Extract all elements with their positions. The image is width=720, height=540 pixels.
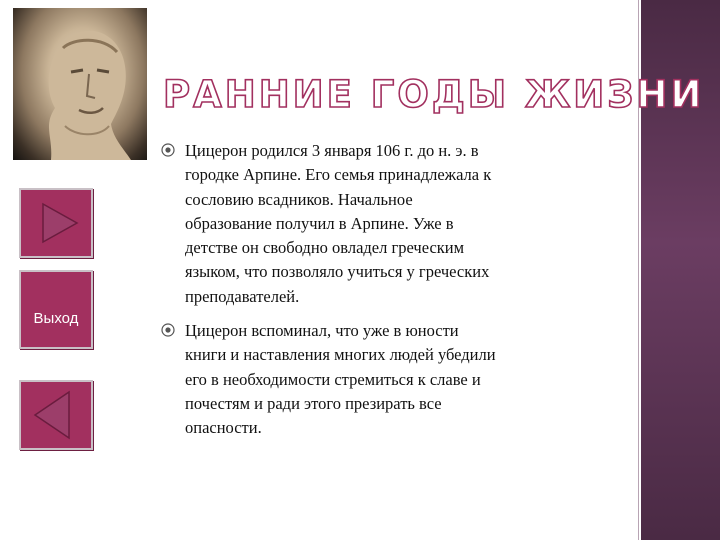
bullet-item — [160, 139, 500, 309]
circle-bullet-icon — [161, 323, 175, 337]
exit-button[interactable] — [19, 270, 93, 349]
bullet-item — [160, 319, 500, 440]
exit-button-label: Выход — [33, 310, 79, 327]
portrait-image — [13, 8, 147, 160]
triangle-left-icon — [21, 382, 91, 448]
triangle-right-icon — [21, 190, 91, 256]
bullet-list — [160, 139, 500, 451]
circle-bullet-icon — [161, 143, 175, 157]
bullet-text: Цицерон родился 3 января 106 г. до н. э. в городке Арпине. Его семья принадлежала к сословию всадников. Начальное образование получил в Арпине. Уже в детстве он свободно овладел греческим языком, что позволяло учиться у греческих преподавателей. — [185, 141, 492, 306]
slide-title: РАННИЕ ГОДЫ ЖИЗНИ — [163, 73, 705, 116]
bust-illustration — [13, 8, 147, 160]
next-button[interactable] — [19, 188, 93, 258]
bullet-text: Цицерон вспоминал, что уже в юности книги и наставления многих людей убедили его в необходимости стремиться к славе и почестям и ради этого презирать все опасности. — [185, 321, 496, 438]
previous-button[interactable] — [19, 380, 93, 450]
